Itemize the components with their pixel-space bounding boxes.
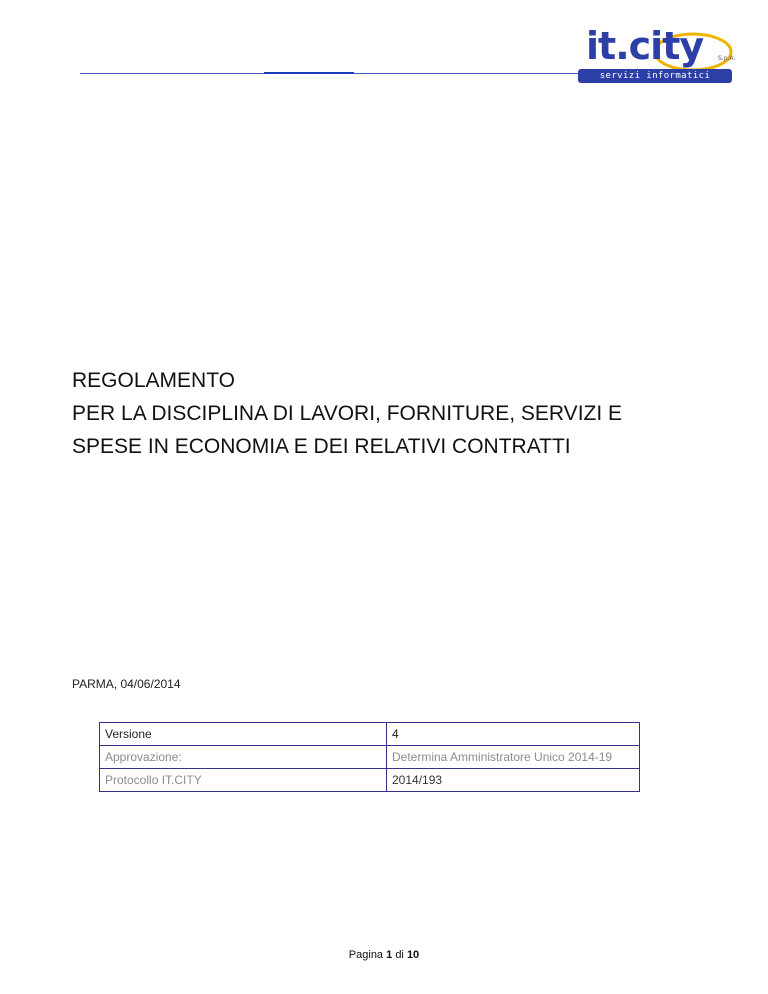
footer-page-number: 1 (386, 949, 393, 961)
logo-tagline-band (578, 69, 732, 95)
title-line-3: SPESE IN ECONOMIA E DEI RELATIVI CONTRATTI (72, 435, 571, 458)
title-line-1: REGOLAMENTO (72, 369, 235, 392)
logo-dot: . (615, 24, 629, 68)
info-label-protocol: Protocollo IT.CITY (100, 769, 387, 792)
info-value-protocol: 2014/193 (387, 769, 640, 792)
document-title (72, 364, 692, 463)
footer-separator: di (395, 949, 404, 961)
info-value-approval: Determina Amministratore Unico 2014-19 (387, 746, 640, 769)
logo-city: city (628, 24, 704, 68)
page-footer (0, 949, 768, 961)
logo-it: it (586, 24, 616, 68)
company-logo (578, 24, 736, 95)
info-value-version: 4 (387, 723, 640, 746)
footer-prefix: Pagina (348, 949, 384, 961)
info-label-version: Versione (100, 723, 387, 746)
document-info-table (99, 722, 640, 792)
title-line-2: PER LA DISCIPLINA DI LAVORI, FORNITURE, SERVIZI E (72, 402, 623, 425)
header-rule-accent (264, 72, 354, 74)
table-row (100, 723, 640, 746)
info-label-approval: Approvazione: (100, 746, 387, 769)
logo-wordmark (586, 24, 703, 68)
logo-tagline: servizi informatici aziendali (599, 71, 711, 95)
footer-page-total: 10 (406, 949, 420, 961)
logo-suffix: S.p.A. (718, 55, 736, 62)
table-row (100, 746, 640, 769)
table-row (100, 769, 640, 792)
place-date: PARMA, 04/06/2014 (72, 677, 181, 691)
